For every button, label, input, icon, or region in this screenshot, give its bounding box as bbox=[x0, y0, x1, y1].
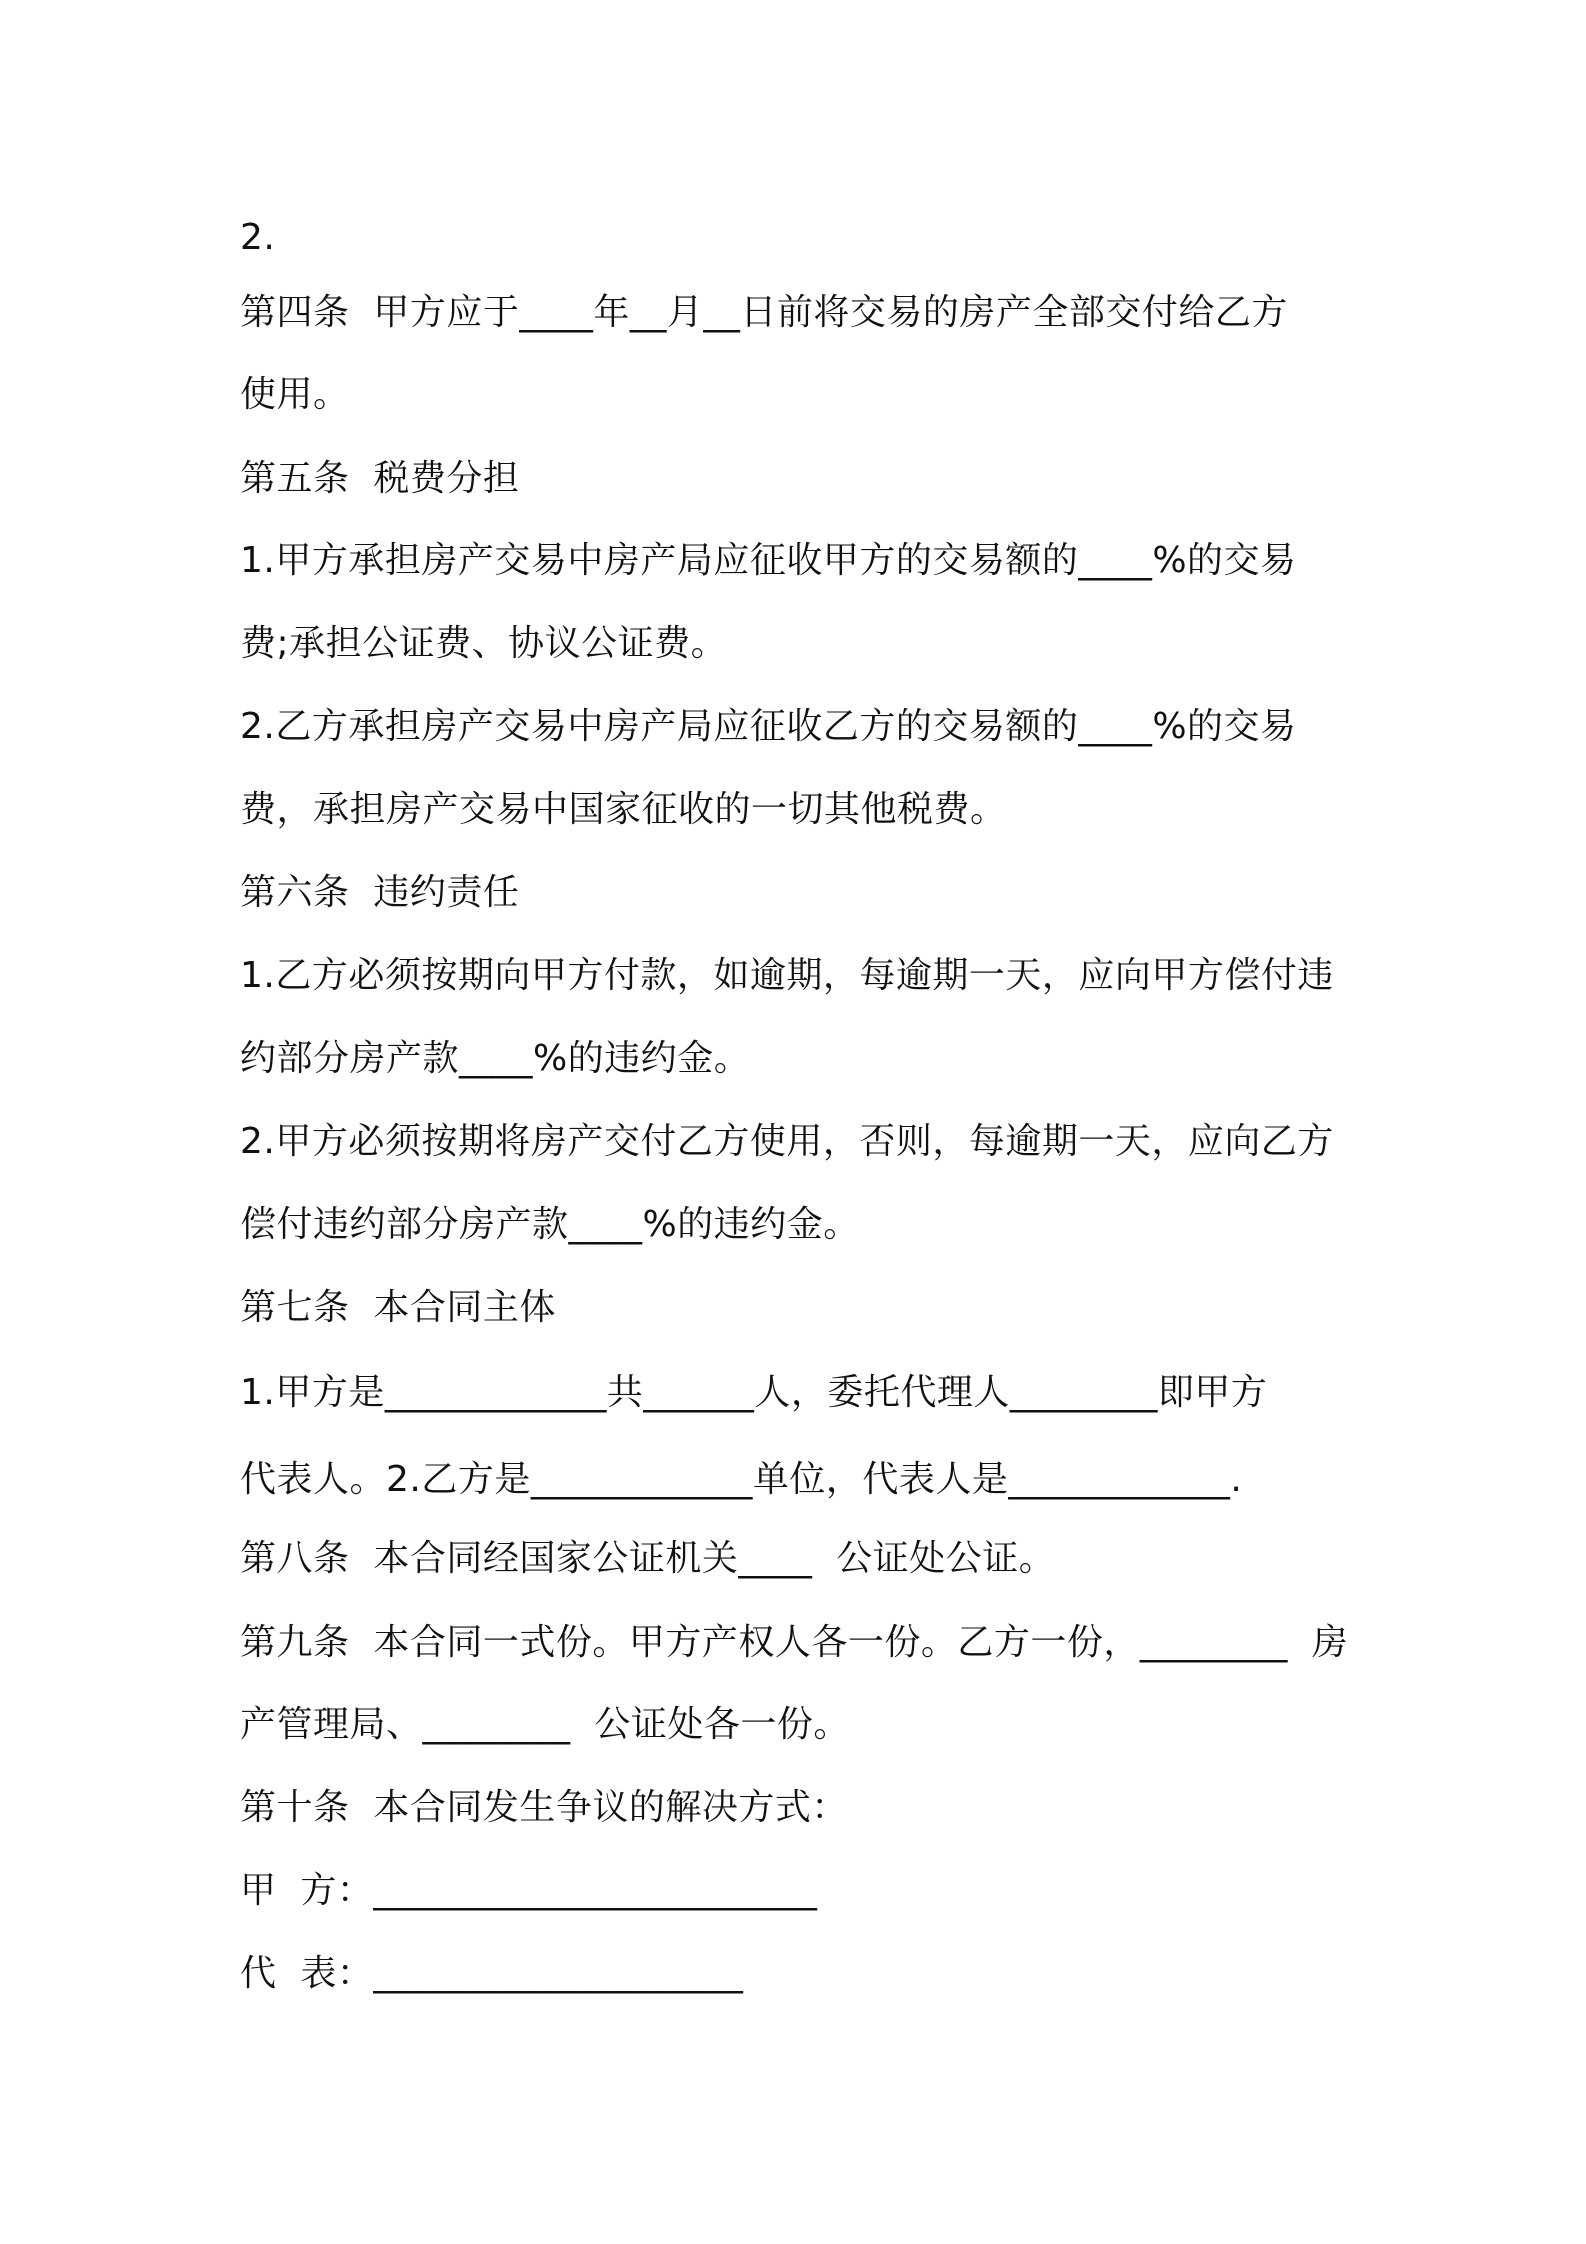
article-7-item-2: 代表人。2.乙方是____________单位，代表人是____________. bbox=[240, 1459, 1243, 1500]
article-10-heading: 第十条 本合同发生争议的解决方式： bbox=[240, 1787, 848, 1828]
article-7-heading: 第七条 本合同主体 bbox=[240, 1287, 556, 1328]
article-6-item-2-line-1: 2.甲方必须按期将房产交付乙方使用，否则，每逾期一天，应向乙方 bbox=[240, 1121, 1334, 1162]
article-9-line-1: 第九条 本合同一式份。甲方产权人各一份。乙方一份，________ 房 bbox=[240, 1622, 1349, 1663]
article-4-line-1: 第四条 甲方应于____年__月__日前将交易的房产全部交付给乙方 bbox=[240, 292, 1288, 333]
article-6-item-1-line-1: 1.乙方必须按期向甲方付款，如逾期，每逾期一天，应向甲方偿付违 bbox=[240, 955, 1334, 996]
article-5-item-1-line-1: 1.甲方承担房产交易中房产局应征收甲方的交易额的____%的交易 bbox=[240, 540, 1297, 581]
section-number: 2. bbox=[240, 217, 276, 258]
article-8: 第八条 本合同经国家公证机关____ 公证处公证。 bbox=[240, 1538, 1056, 1579]
article-9-line-2: 产管理局、________ 公证处各一份。 bbox=[240, 1704, 850, 1745]
article-6-item-1-line-2: 约部分房产款____%的违约金。 bbox=[240, 1038, 751, 1079]
article-5-item-2-line-1: 2.乙方承担房产交易中房产局应征收乙方的交易额的____%的交易 bbox=[240, 706, 1297, 747]
article-5-item-1-line-2: 费;承担公证费、协议公证费。 bbox=[240, 623, 728, 664]
article-7-item-1: 1.甲方是____________共______人，委托代理人________即甲方 bbox=[240, 1372, 1268, 1413]
article-5-heading: 第五条 税费分担 bbox=[240, 458, 520, 499]
article-4-line-2: 使用。 bbox=[240, 374, 350, 415]
representative-signature-line: 代 表：____________________ bbox=[240, 1953, 744, 1994]
article-5-item-2-line-2: 费，承担房产交易中国家征收的一切其他税费。 bbox=[240, 789, 1007, 830]
party-a-signature-line: 甲 方：________________________ bbox=[240, 1870, 818, 1911]
article-6-item-2-line-2: 偿付违约部分房产款____%的违约金。 bbox=[240, 1204, 860, 1245]
article-6-heading: 第六条 违约责任 bbox=[240, 872, 520, 913]
